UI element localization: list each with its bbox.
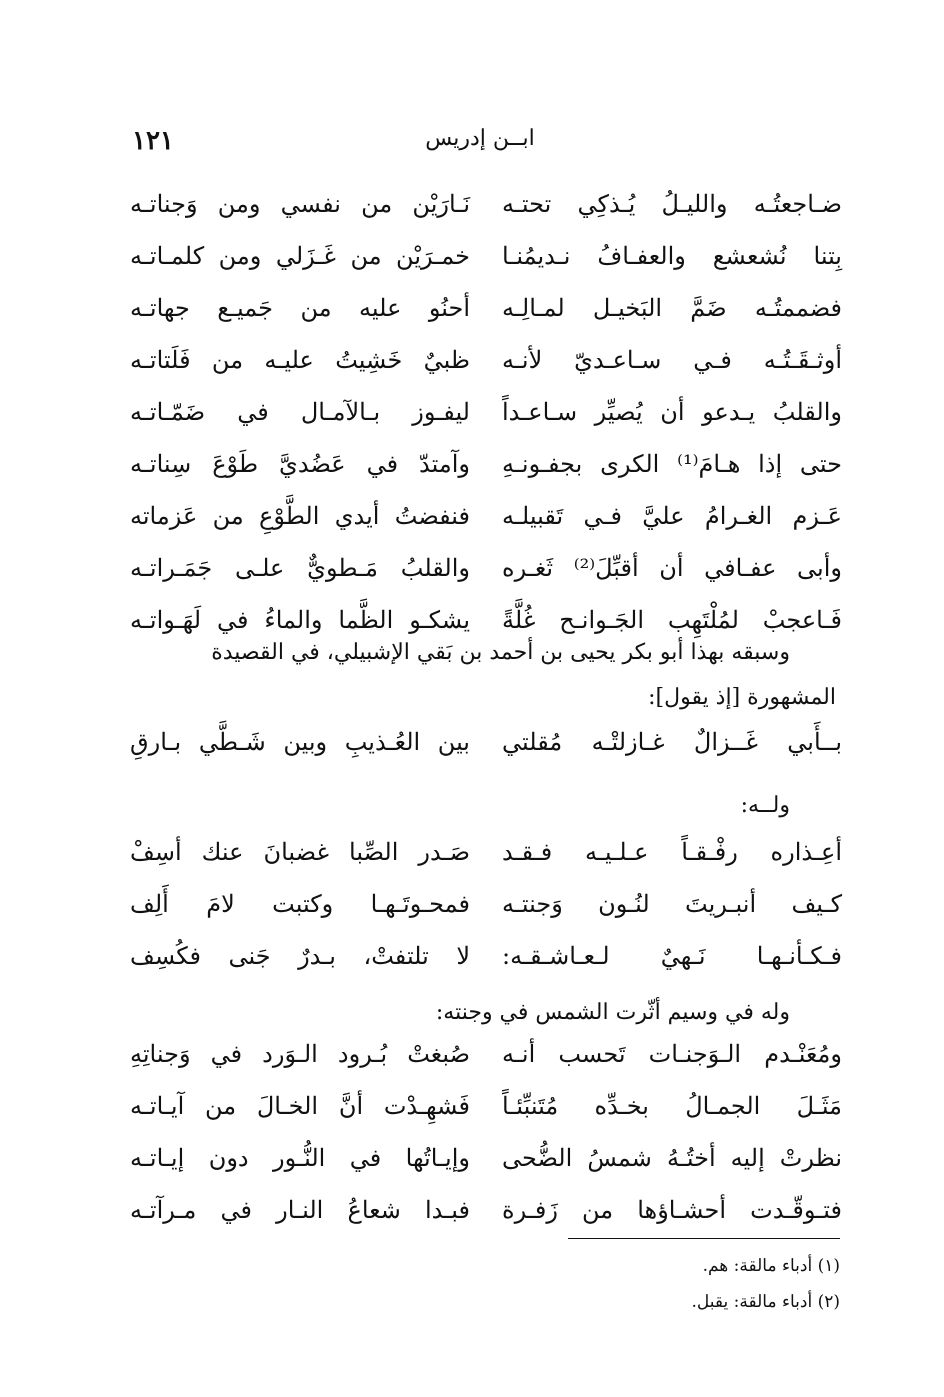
verse-line	[130, 502, 842, 554]
first-hemistich: أوثـقَـتُـه فـي سـاعـديّ لأنـه	[502, 346, 842, 374]
first-hemistich: أعِـذاره رفْـقـاً عـلـيـه فـقـد	[502, 838, 842, 866]
footnote-item: (١) أدباء مالقة: هم.	[702, 1256, 840, 1276]
prose-paragraph: ولــه:	[740, 793, 790, 818]
second-hemistich: بين العُـذيبِ وبين شَـطَّي بـارقِ	[130, 728, 470, 756]
first-hemistich: وأبى عفـافي أن أقبِّلَ⁽²⁾ ثَغـره	[502, 554, 842, 582]
running-title: ابــن إدريس	[425, 126, 535, 151]
second-hemistich: وإيـاتُها في النُّـور دون إيـاتـه	[130, 1144, 470, 1172]
prose-paragraph: وسبقه بهذا أبو بكر يحيى بن أحمد بن بَقي الإشبيلي، في القصيدة المشهورة [إذ يقول]:	[211, 640, 836, 710]
first-hemistich: فَـاعجبْ لمُلْتَهِب الجَـوانـح غُلَّةً	[502, 606, 842, 634]
verse-line	[130, 242, 842, 294]
first-hemistich: كـيف أنبـريتَ لنُـون وَجنتـه	[502, 890, 842, 918]
poem-single-verse	[130, 728, 842, 780]
first-hemistich: عَـزم الغـرامُ عليَّ فـي تَقبيلـه	[502, 502, 842, 530]
verse-line	[130, 294, 842, 346]
second-hemistich: يشكـو الظَّما والماءُ في لَهَـواتـه	[130, 606, 470, 634]
first-hemistich: ضـاجعتُـه والليـلُ يُـذكِي تحتـه	[502, 190, 842, 218]
footnote-item: (٢) أدباء مالقة: يقبل.	[691, 1292, 840, 1312]
poem-block-2	[130, 838, 842, 994]
first-hemistich: فتـوقّـدت أحشـاؤها من زَفـرة	[502, 1196, 842, 1224]
poem-block-3	[130, 1040, 842, 1248]
verse-line	[130, 1040, 842, 1092]
second-hemistich: ليفـوز بـالآمـال في ضَمّـاتـه	[130, 398, 470, 426]
second-hemistich: والقلبُ مَـطويٌّ علـى جَمَـراتـه	[130, 554, 470, 582]
first-hemistich: بِتنا نُشعشع والعفـافُ نـديمُنـا	[502, 242, 842, 270]
second-hemistich: صَـدر الصِّبا غضبانَ عنك أسِفْ	[130, 838, 470, 866]
verse-line	[130, 890, 842, 942]
verse-line	[130, 398, 842, 450]
second-hemistich: ظبيٌ خَشِيتُ عليـه من فَلَتاتـه	[130, 346, 470, 374]
second-hemistich: فبـدا شعاعُ النـار في مـرآتـه	[130, 1196, 470, 1224]
page-number: ١٢١	[132, 126, 174, 156]
second-hemistich: خمـرَيْن من غَـزَلي ومن كلمـاتـه	[130, 242, 470, 270]
verse-line	[130, 838, 842, 890]
second-hemistich: لا تلتفتْ، بـدرٌ جَنى فكُسِف	[130, 942, 470, 970]
first-hemistich: فضممتُـه ضَمَّ البَخيـل لمـالِـه	[502, 294, 842, 322]
second-hemistich: فَشهِـدْت أنَّ الخـالَ من آيـاتـه	[130, 1092, 470, 1120]
verse-line	[130, 728, 842, 780]
second-hemistich: وآمتدّ في عَضُديَّ طَوْعَ سِناتـه	[130, 450, 470, 478]
second-hemistich: فمحـوتَـهـا وكتبت لامَ أَلِف	[130, 890, 470, 918]
verse-line	[130, 942, 842, 994]
verse-line	[130, 1196, 842, 1248]
verse-line	[130, 346, 842, 398]
first-hemistich: حتى إذا هـامَ⁽¹⁾ الكرى بجفـونـهِ	[502, 450, 842, 478]
first-hemistich: ومُعَنْـدم الـوَجنـات تَحسب أنـه	[502, 1040, 842, 1068]
first-hemistich: مَثَـلَ الجمـالُ بخـدِّه مُتَنبِّئـاً	[502, 1092, 842, 1120]
first-hemistich: فـكـأنـهـا نَـهيٌ لـعـاشـقـه:	[502, 942, 842, 970]
verse-line	[130, 554, 842, 606]
second-hemistich: صُبغتْ بُـرود الـوَرد في وَجناتِهِ	[130, 1040, 470, 1068]
verse-line	[130, 1092, 842, 1144]
prose-paragraph: وله في وسيم أثّرت الشمس في وجنته:	[435, 1000, 790, 1025]
verse-line	[130, 450, 842, 502]
verse-line	[130, 190, 842, 242]
second-hemistich: أحنُو عليه من جَميـع جهاتـه	[130, 294, 470, 322]
poem-block-1	[130, 190, 842, 658]
footnote-divider	[568, 1238, 840, 1239]
first-hemistich: والقلبُ يـدعو أن يُصيِّر سـاعـداً	[502, 398, 842, 426]
second-hemistich: نَـارَيْن من نفسي ومن وَجناتـه	[130, 190, 470, 218]
footnotes	[692, 1248, 840, 1320]
verse-line	[130, 1144, 842, 1196]
page-header	[120, 126, 840, 166]
second-hemistich: فنفضتُ أيدي الطَّوْعِ من عَزماته	[130, 502, 470, 530]
first-hemistich: نظرتْ إليه أختُـهُ شمسُ الضُّحى	[502, 1144, 842, 1172]
first-hemistich: بــأَبي غَــزالٌ غـازلتْـه مُقلتي	[502, 728, 842, 756]
